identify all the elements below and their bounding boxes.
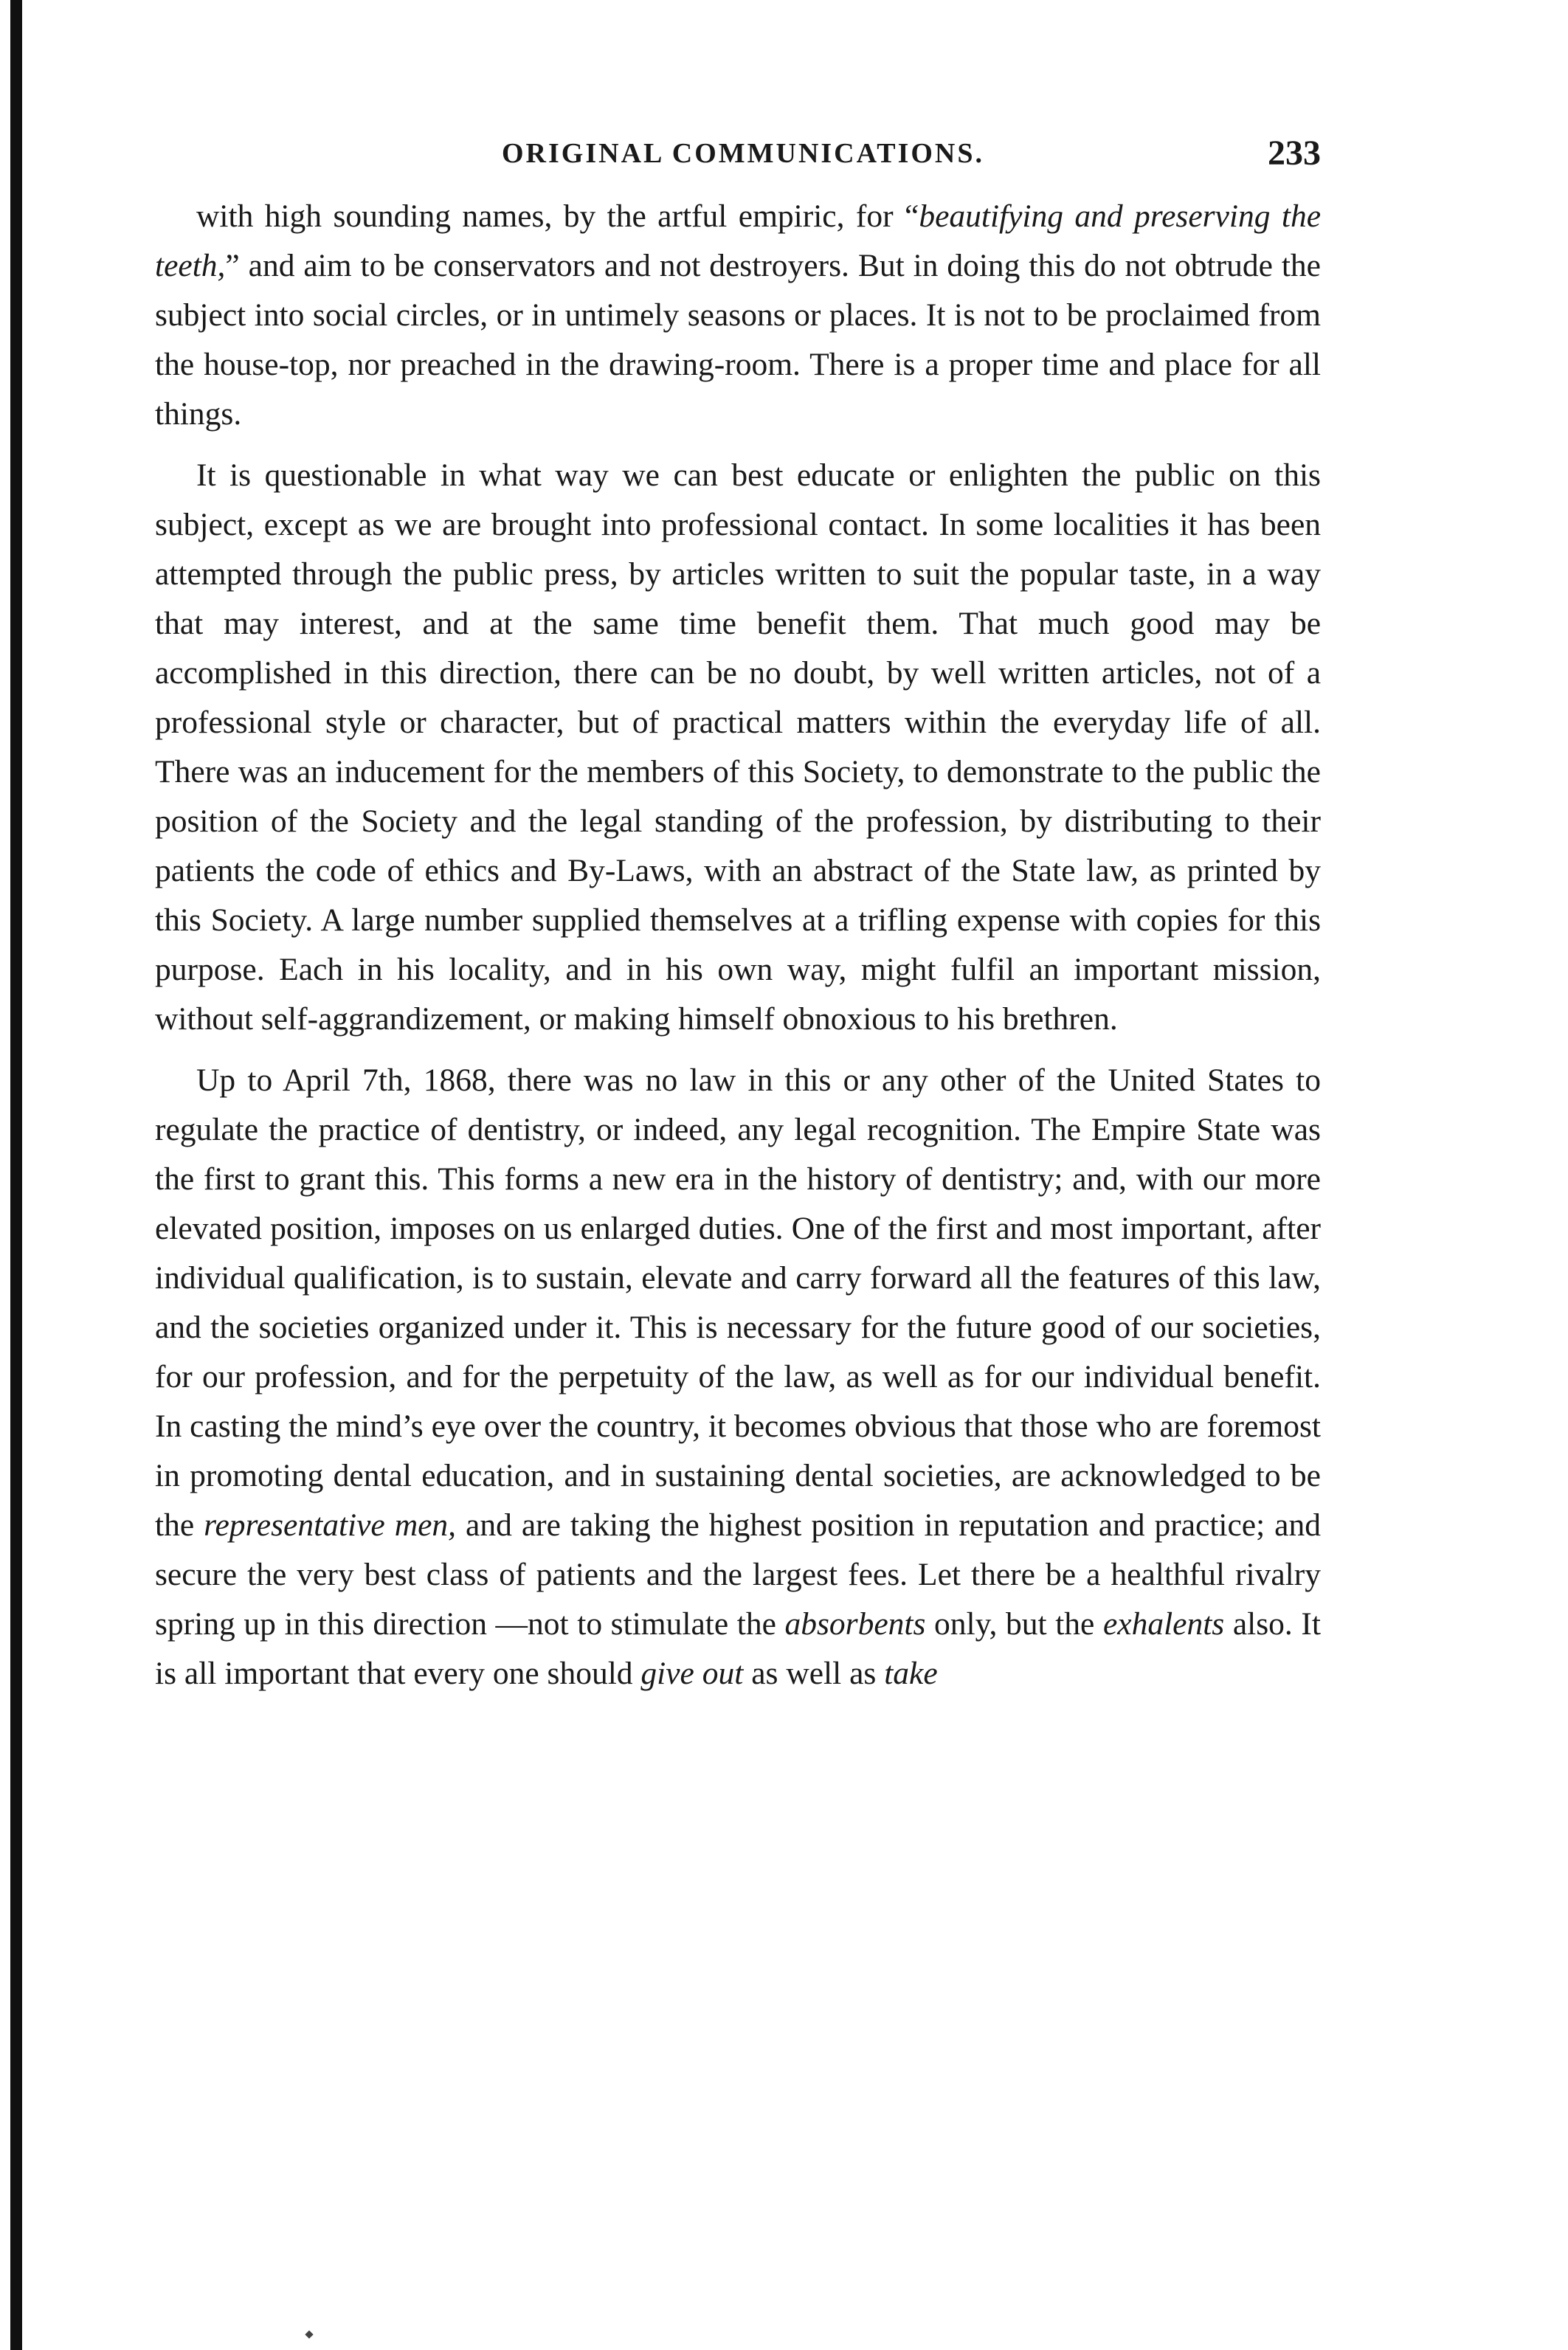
text-run: as well as (743, 1656, 885, 1691)
paragraph-3 (155, 1056, 1321, 1698)
text-run: with high sounding names, by the artful empiric, for “ (196, 198, 919, 234)
text-run: also. It is all important that every one should (155, 1606, 1321, 1691)
italic-text: representative men, (204, 1507, 457, 1543)
text-run: and are taking the highest position in reputation and practice; and secure the very best class of patients and the largest fees. Let there be a healthful rivalry spring up in this direction —not to stimulate the (155, 1507, 1321, 1642)
page-number: 233 (1268, 134, 1321, 173)
italic-text: beautifying and preserving the teeth, (155, 198, 1322, 283)
running-title: ORIGINAL COMMUNICATIONS. (502, 138, 985, 169)
italic-text: absorbents (784, 1606, 926, 1642)
scan-edge-bar (10, 0, 22, 2350)
paragraph-1 (155, 192, 1321, 439)
text-run: only, but the (925, 1606, 1103, 1642)
running-head (155, 133, 1321, 192)
italic-text: give out (640, 1656, 744, 1691)
paragraph-2 (155, 451, 1321, 1044)
body-text (155, 192, 1321, 1698)
italic-text: take (884, 1656, 938, 1691)
italic-text: exhalents (1102, 1606, 1225, 1642)
text-run: Up to April 7th, 1868, there was no law in this or any other of the United States to regulate the practice of dentistry, or indeed, any legal recognition. The Empire State was the first to grant this. This forms a new era in the history of dentistry; and, with our more elevated position, imposes on us enlarged duties. One of the first and most important, after individual qualification, is to sustain, elevate and carry forward all the features of this law, and the societies organized under it. This is necessary for the future good of our societies, for our profession, and for the perpetuity of the law, as well as for our individual benefit. In casting the mind’s eye over the country, it becomes obvious that those who are foremost in promoting dental education, and in sustaining dental societies, are acknowledged to be the (155, 1062, 1321, 1543)
text-run: ” and aim to be conservators and not destroyers. But in doing this do not obtrude the subject into social circles, or in untimely seasons or places. It is not to be proclaimed from the house-top, nor preached in the drawing-room. There is a proper time and place for all things. (155, 248, 1321, 432)
text-run: It is questionable in what way we can best educate or enlighten the public on this subject, except as we are brought into professional contact. In some localities it has been attempted through the public press, by articles written to suit the popular taste, in a way that may interest, and at the same time benefit them. That much good may be accomplished in this direction, there can be no doubt, by well written articles, not of a professional style or character, but of practical matters within the everyday life of all. There was an inducement for the members of this Society, to demonstrate to the public the position of the Society and the legal standing of the profession, by distributing to their patients the code of ethics and By-Laws, with an abstract of the State law, as printed by this Society. A large number supplied themselves at a trifling expense with copies for this purpose. Each in his locality, and in his own way, might fulfil an important mission, without self-aggrandizement, or making himself obnoxious to his brethren. (155, 457, 1321, 1037)
print-speck (305, 2330, 313, 2338)
book-page (155, 133, 1321, 1710)
